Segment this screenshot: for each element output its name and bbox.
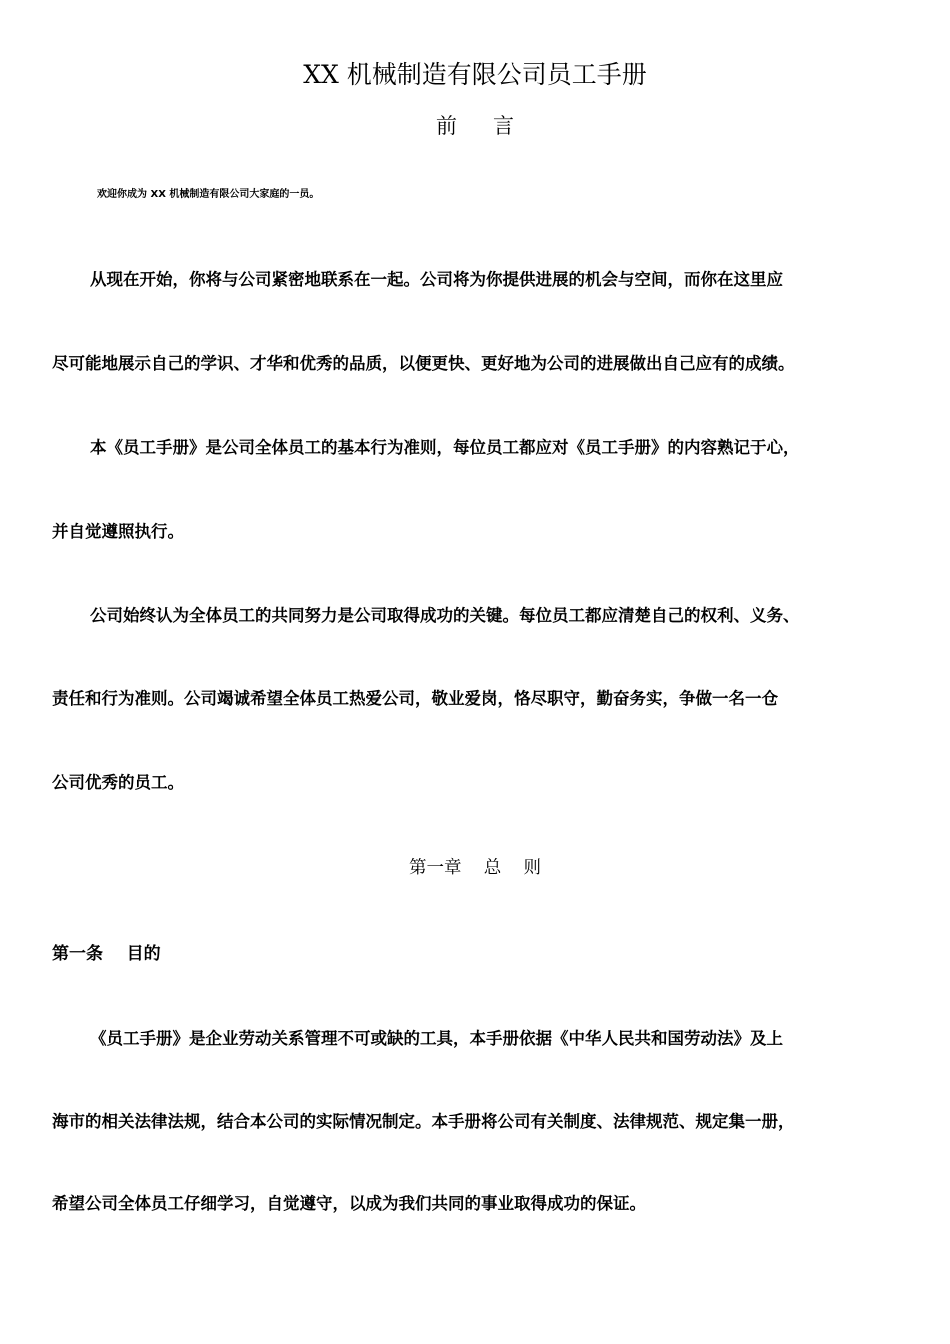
article-1-line-1: 《员工手册》是企业劳动关系管理不可或缺的工具，本手册依据《中华人民共和国劳动法》及上 xyxy=(90,1029,783,1048)
preface-paragraph-3-line-1: 公司始终认为全体员工的共同努力是公司取得成功的关键。每位员工都应清楚自己的权利、义务、 xyxy=(90,606,800,625)
article-1-heading: 第一条 目的 xyxy=(52,944,161,964)
preface-paragraph-2-line-1: 本《员工手册》是公司全体员工的基本行为准则，每位员工都应对《员工手册》的内容熟记于心， xyxy=(90,438,800,457)
article-1-line-2: 海市的相关法律法规，结合本公司的实际情况制定。本手册将公司有关制度、法律规范、规定集一册， xyxy=(52,1112,795,1131)
chapter-1-heading: 第一章 总 则 xyxy=(408,858,541,878)
preface-paragraph-3-line-3: 公司优秀的员工。 xyxy=(52,773,184,792)
preface-welcome: 欢迎你成为 XX 机械制造有限公司大家庭的一员。 xyxy=(97,189,320,200)
preface-paragraph-1-line-2: 尽可能地展示自己的学识、才华和优秀的品质，以便更快、更好地为公司的进展做出自己应有的成绩。 xyxy=(52,354,795,373)
preface-heading: 前言 xyxy=(436,114,550,138)
preface-paragraph-1-line-1: 从现在开始，你将与公司紧密地联系在一起。公司将为你提供进展的机会与空间，而你在这里应 xyxy=(90,270,783,289)
preface-paragraph-3-line-2: 责任和行为准则。公司竭诚希望全体员工热爱公司，敬业爱岗，恪尽职守，勤奋务实，争做一名一仓 xyxy=(52,689,778,708)
article-1-line-3: 希望公司全体员工仔细学习，自觉遵守，以成为我们共同的事业取得成功的保证。 xyxy=(52,1194,646,1213)
preface-paragraph-2-line-2: 并自觉遵照执行。 xyxy=(52,522,184,541)
document-title: XX 机械制造有限公司员工手册 xyxy=(303,60,647,89)
